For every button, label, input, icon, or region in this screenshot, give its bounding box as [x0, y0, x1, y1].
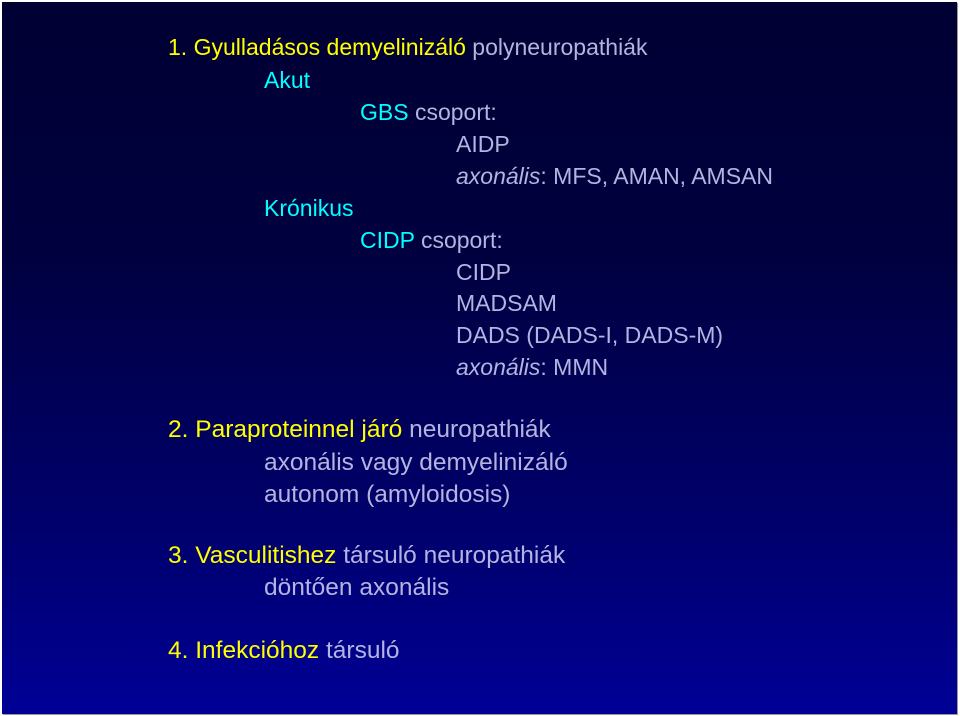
gbs-axonal-values: : MFS, AMAN, AMSAN — [540, 163, 773, 189]
acute-label: Akut — [264, 67, 311, 93]
cidp-group-highlight: CIDP — [360, 227, 415, 253]
gbs-item-aidp: AIDP — [456, 131, 510, 157]
section-4-title-highlight: Infekcióhoz — [195, 637, 320, 664]
section-4-heading — [168, 637, 400, 665]
gbs-group-rest: csoport: — [414, 99, 497, 125]
cidp-axonal-values: : MMN — [540, 354, 609, 380]
cidp-item-madsam: MADSAM — [456, 290, 557, 316]
cidp-item-cidp: CIDP — [456, 259, 511, 285]
section-3-title-highlight: Vasculitishez — [195, 542, 337, 569]
section-2-heading — [168, 416, 551, 444]
slide — [2, 2, 957, 714]
section-2-line-2: autonom (amyloidosis) — [264, 481, 511, 508]
section-3-heading — [168, 542, 565, 570]
gbs-group-highlight: GBS — [360, 99, 409, 125]
section-2-line-1: axonális vagy demyelinizáló — [264, 449, 568, 476]
cidp-axonal-line — [456, 353, 608, 381]
section-2-title-highlight: Paraproteinnel járó — [195, 416, 403, 443]
gbs-axonal-label: axonális — [456, 163, 541, 189]
section-3-number: 3. — [168, 542, 189, 569]
section-3-title-rest: társuló neuropathiák — [343, 542, 566, 569]
cidp-axonal-label: axonális — [456, 354, 541, 380]
section-1-title-highlight: Gyulladásos demyelinizáló — [193, 34, 466, 60]
section-4-title-rest: társuló — [326, 637, 400, 664]
cidp-item-dads: DADS (DADS-I, DADS-M) — [456, 322, 724, 348]
section-2-number: 2. — [168, 416, 189, 443]
section-2-title-rest: neuropathiák — [409, 416, 551, 443]
section-1-number: 1. — [168, 34, 188, 60]
gbs-group-heading — [360, 98, 497, 126]
section-3-line-1: döntően axonális — [264, 574, 450, 601]
chronic-label: Krónikus — [264, 195, 354, 221]
section-4-number: 4. — [168, 637, 189, 664]
cidp-group-rest: csoport: — [420, 227, 503, 253]
gbs-axonal-line — [456, 162, 773, 190]
section-1-title-rest: polyneuropathiák — [472, 34, 648, 60]
section-1-heading — [168, 33, 647, 61]
cidp-group-heading — [360, 226, 503, 254]
